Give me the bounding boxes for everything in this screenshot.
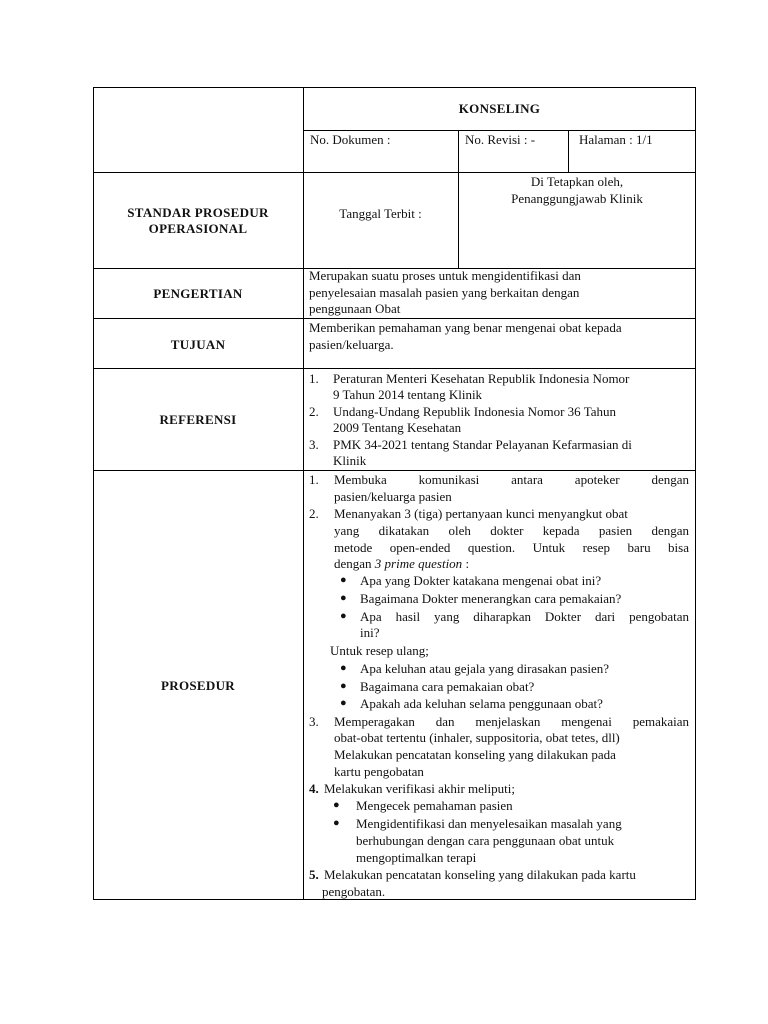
referensi-item-2-line-2: 2009 Tentang Kesehatan bbox=[333, 420, 462, 435]
tujuan-line-2: pasien/keluarga. bbox=[309, 337, 394, 352]
bullet-icon: ● bbox=[340, 574, 347, 586]
referensi-item-3-line-2: Klinik bbox=[333, 453, 367, 468]
bullet-icon: ● bbox=[333, 817, 340, 829]
sop-label-line2: OPERASIONAL bbox=[148, 221, 248, 236]
question-new-1: Apa yang Dokter katakana mengenai obat ini? bbox=[360, 573, 602, 588]
bullet-icon: ● bbox=[340, 680, 347, 692]
step-3-line-3: Melakukan pencatatan konseling yang dilakukan pada bbox=[334, 747, 616, 762]
step-2-line-3: metode open-ended question. Untuk resep baru bisa bbox=[334, 540, 689, 555]
step-3-line-2: obat-obat tertentu (inhaler, suppositoria, obat tetes, dll) bbox=[334, 730, 620, 745]
prosedur-label: PROSEDUR bbox=[161, 678, 235, 693]
no-dokumen-label: No. Dokumen : bbox=[310, 132, 391, 147]
question-repeat-1: Apa keluhan atau gejala yang dirasakan pasien? bbox=[360, 661, 610, 676]
pengertian-label: PENGERTIAN bbox=[153, 286, 243, 301]
step-2-number: 2. bbox=[309, 506, 319, 521]
document-title: KONSELING bbox=[458, 101, 541, 116]
no-revisi-label: No. Revisi : - bbox=[465, 132, 536, 147]
step-2-line-1: Menanyakan 3 (tiga) pertanyaan kunci menyangkut obat bbox=[334, 506, 628, 521]
verification-item-2-line-2: berhubungan dengan cara penggunaan obat untuk bbox=[356, 833, 615, 848]
referensi-num-3: 3. bbox=[309, 437, 319, 452]
question-new-3-line-2: ini? bbox=[360, 625, 380, 640]
referensi-num-2: 2. bbox=[309, 404, 319, 419]
step-3-line-4: kartu pengobatan bbox=[334, 764, 424, 779]
referensi-item-2-line-1: Undang-Undang Republik Indonesia Nomor 36 Tahun bbox=[333, 404, 616, 419]
bullet-icon: ● bbox=[340, 697, 347, 709]
step-5-number: 5. bbox=[309, 867, 319, 882]
ditetapkan-line2: Penanggungjawab Klinik bbox=[511, 191, 643, 206]
referensi-item-1-line-1: Peraturan Menteri Kesehatan Republik Indonesia Nomor bbox=[333, 371, 630, 386]
referensi-num-1: 1. bbox=[309, 371, 319, 386]
question-new-3-line-1: Apa hasil yang diharapkan Dokter dari pengobatan bbox=[360, 609, 689, 624]
doc-divider-2 bbox=[568, 130, 569, 172]
step-4-number: 4. bbox=[309, 781, 319, 796]
step-4-text: Melakukan verifikasi akhir meliputi; bbox=[324, 781, 515, 796]
bullet-icon: ● bbox=[340, 592, 347, 604]
step-2-line-2: yang dikatakan oleh dokter kepada pasien dengan bbox=[334, 523, 689, 538]
step-5-line-2: pengobatan. bbox=[322, 884, 386, 899]
step-3-number: 3. bbox=[309, 714, 319, 729]
verification-item-2-line-1: Mengidentifikasi dan menyelesaikan masalah yang bbox=[356, 816, 622, 831]
step-2-line-4-suffix: : bbox=[462, 556, 470, 571]
halaman-label: Halaman : 1/1 bbox=[579, 132, 653, 147]
row-divider-referensi bbox=[93, 368, 696, 369]
sop-label-line1: STANDAR PROSEDUR bbox=[127, 205, 269, 220]
bullet-icon: ● bbox=[333, 799, 340, 811]
tanggal-terbit-label: Tanggal Terbit : bbox=[339, 206, 422, 221]
pengertian-line-2: penyelesaian masalah pasien yang berkaitan dengan bbox=[309, 285, 580, 300]
ditetapkan-line1: Di Tetapkan oleh, bbox=[530, 174, 624, 189]
resep-ulang-label: Untuk resep ulang; bbox=[330, 643, 429, 658]
question-repeat-3: Apakah ada keluhan selama penggunaan obat? bbox=[360, 696, 603, 711]
step-1-number: 1. bbox=[309, 472, 319, 487]
step-1-line-2: pasien/keluarga pasien bbox=[334, 489, 452, 504]
doc-divider-1 bbox=[458, 130, 459, 172]
step-5-line-1: Melakukan pencatatan konseling yang dilakukan pada kartu bbox=[324, 867, 636, 882]
step-2-line-4 bbox=[334, 555, 469, 572]
step-1-line-1: Membuka komunikasi antara apoteker dengan bbox=[334, 472, 689, 487]
referensi-item-3-line-1: PMK 34-2021 tentang Standar Pelayanan Kefarmasian di bbox=[333, 437, 632, 452]
bullet-icon: ● bbox=[340, 610, 347, 622]
prime-question-term: 3 prime question bbox=[374, 556, 463, 571]
verification-item-2-line-3: mengoptimalkan terapi bbox=[356, 850, 477, 865]
referensi-label: REFERENSI bbox=[159, 412, 237, 427]
step-3-line-1: Memperagakan dan menjelaskan mengenai pemakaian bbox=[334, 714, 689, 729]
step-2-line-4-prefix: dengan bbox=[334, 556, 375, 571]
question-repeat-2: Bagaimana cara pemakaian obat? bbox=[360, 679, 535, 694]
pengertian-line-1: Merupakan suatu proses untuk mengidentifikasi dan bbox=[309, 268, 581, 283]
pengertian-line-3: penggunaan Obat bbox=[309, 301, 401, 316]
referensi-item-1-line-2: 9 Tahun 2014 tentang Klinik bbox=[333, 387, 483, 402]
bullet-icon: ● bbox=[340, 662, 347, 674]
tujuan-line-1: Memberikan pemahaman yang benar mengenai obat kepada bbox=[309, 320, 622, 335]
verification-item-1: Mengecek pemahaman pasien bbox=[356, 798, 513, 813]
question-new-2: Bagaimana Dokter menerangkan cara pemakaian? bbox=[360, 591, 622, 606]
tujuan-label: TUJUAN bbox=[170, 337, 226, 352]
